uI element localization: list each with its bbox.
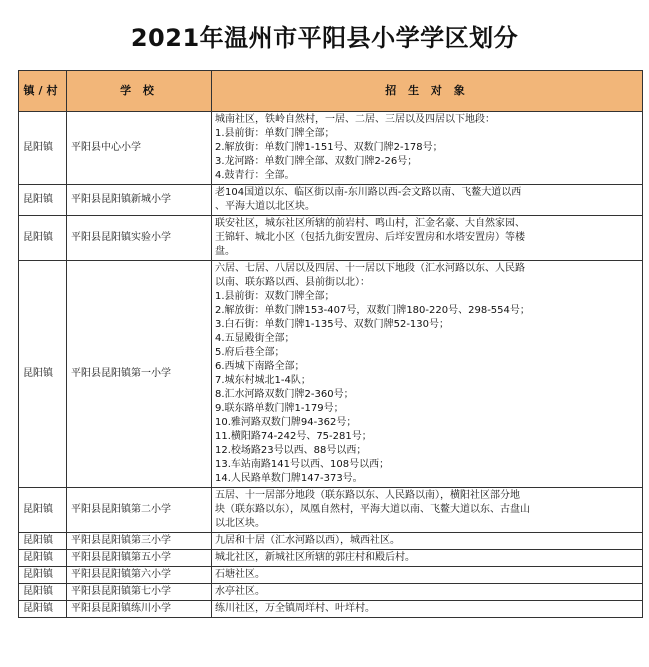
town-cell: 昆阳镇	[19, 185, 67, 216]
table-body	[19, 112, 643, 618]
table-row	[19, 533, 643, 550]
town-cell: 昆阳镇	[19, 533, 67, 550]
area-line: 老104国道以东、临区街以南-东川路以西-会文路以南、飞鳌大道以西	[215, 187, 522, 198]
area-line: 2.解放街：单数门牌1-151号、双数门牌2-178号；	[215, 142, 443, 153]
area-line: 练川社区，万全镇周垟村、叶垟村。	[215, 603, 375, 614]
area-line: 、平海大道以北区块。	[215, 201, 315, 212]
school-cell: 平阳县昆阳镇练川小学	[67, 601, 212, 618]
area-line: 11.横阳路74-242号、75-281号；	[215, 431, 372, 442]
table-row	[19, 112, 643, 185]
school-cell: 平阳县昆阳镇实验小学	[67, 216, 212, 261]
area-line: 九居和十居（汇水河路以西），城西社区。	[215, 535, 400, 546]
header-school: 学 校	[67, 71, 212, 112]
area-line: 12.校场路23号以西、88号以西；	[215, 445, 367, 456]
area-line: 10.雅河路双数门牌94-362号；	[215, 417, 357, 428]
town-cell: 昆阳镇	[19, 584, 67, 601]
area-line: 3.龙河路：单数门牌全部、双数门牌2-26号；	[215, 156, 418, 167]
table-row	[19, 216, 643, 261]
school-cell: 平阳县中心小学	[67, 112, 212, 185]
header-town: 镇/村	[19, 71, 67, 112]
school-cell: 平阳县昆阳镇第七小学	[67, 584, 212, 601]
area-line: 城南社区，铁岭自然村，一居、二居、三居以及四居以下地段：	[215, 114, 495, 125]
area-line: 1.县前街：单数门牌全部；	[215, 128, 335, 139]
table-row	[19, 601, 643, 618]
area-line: 五居、十一居部分地段（联东路以东、人民路以南），横阳社区部分地	[215, 490, 520, 501]
town-cell: 昆阳镇	[19, 488, 67, 533]
area-line: 5.府后巷全部；	[215, 347, 285, 358]
area-line: 2.解放街：单数门牌153-407号，双数门牌180-220号、298-554号；	[215, 305, 530, 316]
town-cell: 昆阳镇	[19, 550, 67, 567]
area-cell	[212, 601, 643, 618]
area-line: 3.白石街：单数门牌1-135号、双数门牌52-130号；	[215, 319, 450, 330]
school-cell: 平阳县昆阳镇第五小学	[67, 550, 212, 567]
area-cell	[212, 567, 643, 584]
table-row	[19, 185, 643, 216]
town-cell: 昆阳镇	[19, 112, 67, 185]
area-line: 14.人民路单数门牌147-373号。	[215, 473, 363, 484]
area-line: 以南、联东路以西、县前街以北）：	[215, 277, 370, 288]
table-row	[19, 261, 643, 488]
area-line: 4.五显殿街全部；	[215, 333, 295, 344]
area-line: 盘。	[215, 246, 235, 257]
school-cell: 平阳县昆阳镇第一小学	[67, 261, 212, 488]
area-line: 块（联东路以东），凤凰自然村，平海大道以南、飞鳌大道以东、古盘山	[215, 504, 530, 515]
area-line: 7.城东村城北1-4队；	[215, 375, 311, 386]
header-area: 招 生 对 象	[212, 71, 643, 112]
school-cell: 平阳县昆阳镇新城小学	[67, 185, 212, 216]
district-table	[18, 70, 643, 618]
area-line: 4.鼓青行：全部。	[215, 170, 295, 181]
area-line: 9.联东路单数门牌1-179号；	[215, 403, 344, 414]
town-cell: 昆阳镇	[19, 601, 67, 618]
area-line: 石塘社区。	[215, 569, 265, 580]
area-line: 6.西城下南路全部；	[215, 361, 305, 372]
area-line: 联安社区，城东社区所辖的前岩村、鸣山村，汇金名豪、大自然家园、	[215, 218, 525, 229]
area-cell	[212, 488, 643, 533]
table-row	[19, 488, 643, 533]
area-line: 1.县前街：双数门牌全部；	[215, 291, 335, 302]
table-row	[19, 584, 643, 601]
area-cell	[212, 550, 643, 567]
town-cell: 昆阳镇	[19, 261, 67, 488]
area-cell	[212, 584, 643, 601]
area-line: 王锦轩、城北小区（包括九街安置房、后垟安置房和水塔安置房）等楼	[215, 232, 525, 243]
area-cell	[212, 216, 643, 261]
area-line: 8.汇水河路双数门牌2-360号；	[215, 389, 354, 400]
area-line: 以北区块。	[215, 518, 265, 529]
table-header-row	[19, 71, 643, 112]
area-cell	[212, 261, 643, 488]
area-cell	[212, 533, 643, 550]
area-line: 13.车站南路141号以西、108号以西；	[215, 459, 390, 470]
area-line: 六居、七居、八居以及四居、十一居以下地段（汇水河路以东、人民路	[215, 263, 525, 274]
table-row	[19, 567, 643, 584]
area-line: 城北社区，新城社区所辖的郭庄村和殿后村。	[215, 552, 415, 563]
school-cell: 平阳县昆阳镇第六小学	[67, 567, 212, 584]
area-cell	[212, 112, 643, 185]
table-row	[19, 550, 643, 567]
area-cell	[212, 185, 643, 216]
page-title: 2021年温州市平阳县小学学区划分	[130, 23, 519, 52]
school-cell: 平阳县昆阳镇第三小学	[67, 533, 212, 550]
area-line: 水亭社区。	[215, 586, 265, 597]
school-cell: 平阳县昆阳镇第二小学	[67, 488, 212, 533]
town-cell: 昆阳镇	[19, 216, 67, 261]
town-cell: 昆阳镇	[19, 567, 67, 584]
